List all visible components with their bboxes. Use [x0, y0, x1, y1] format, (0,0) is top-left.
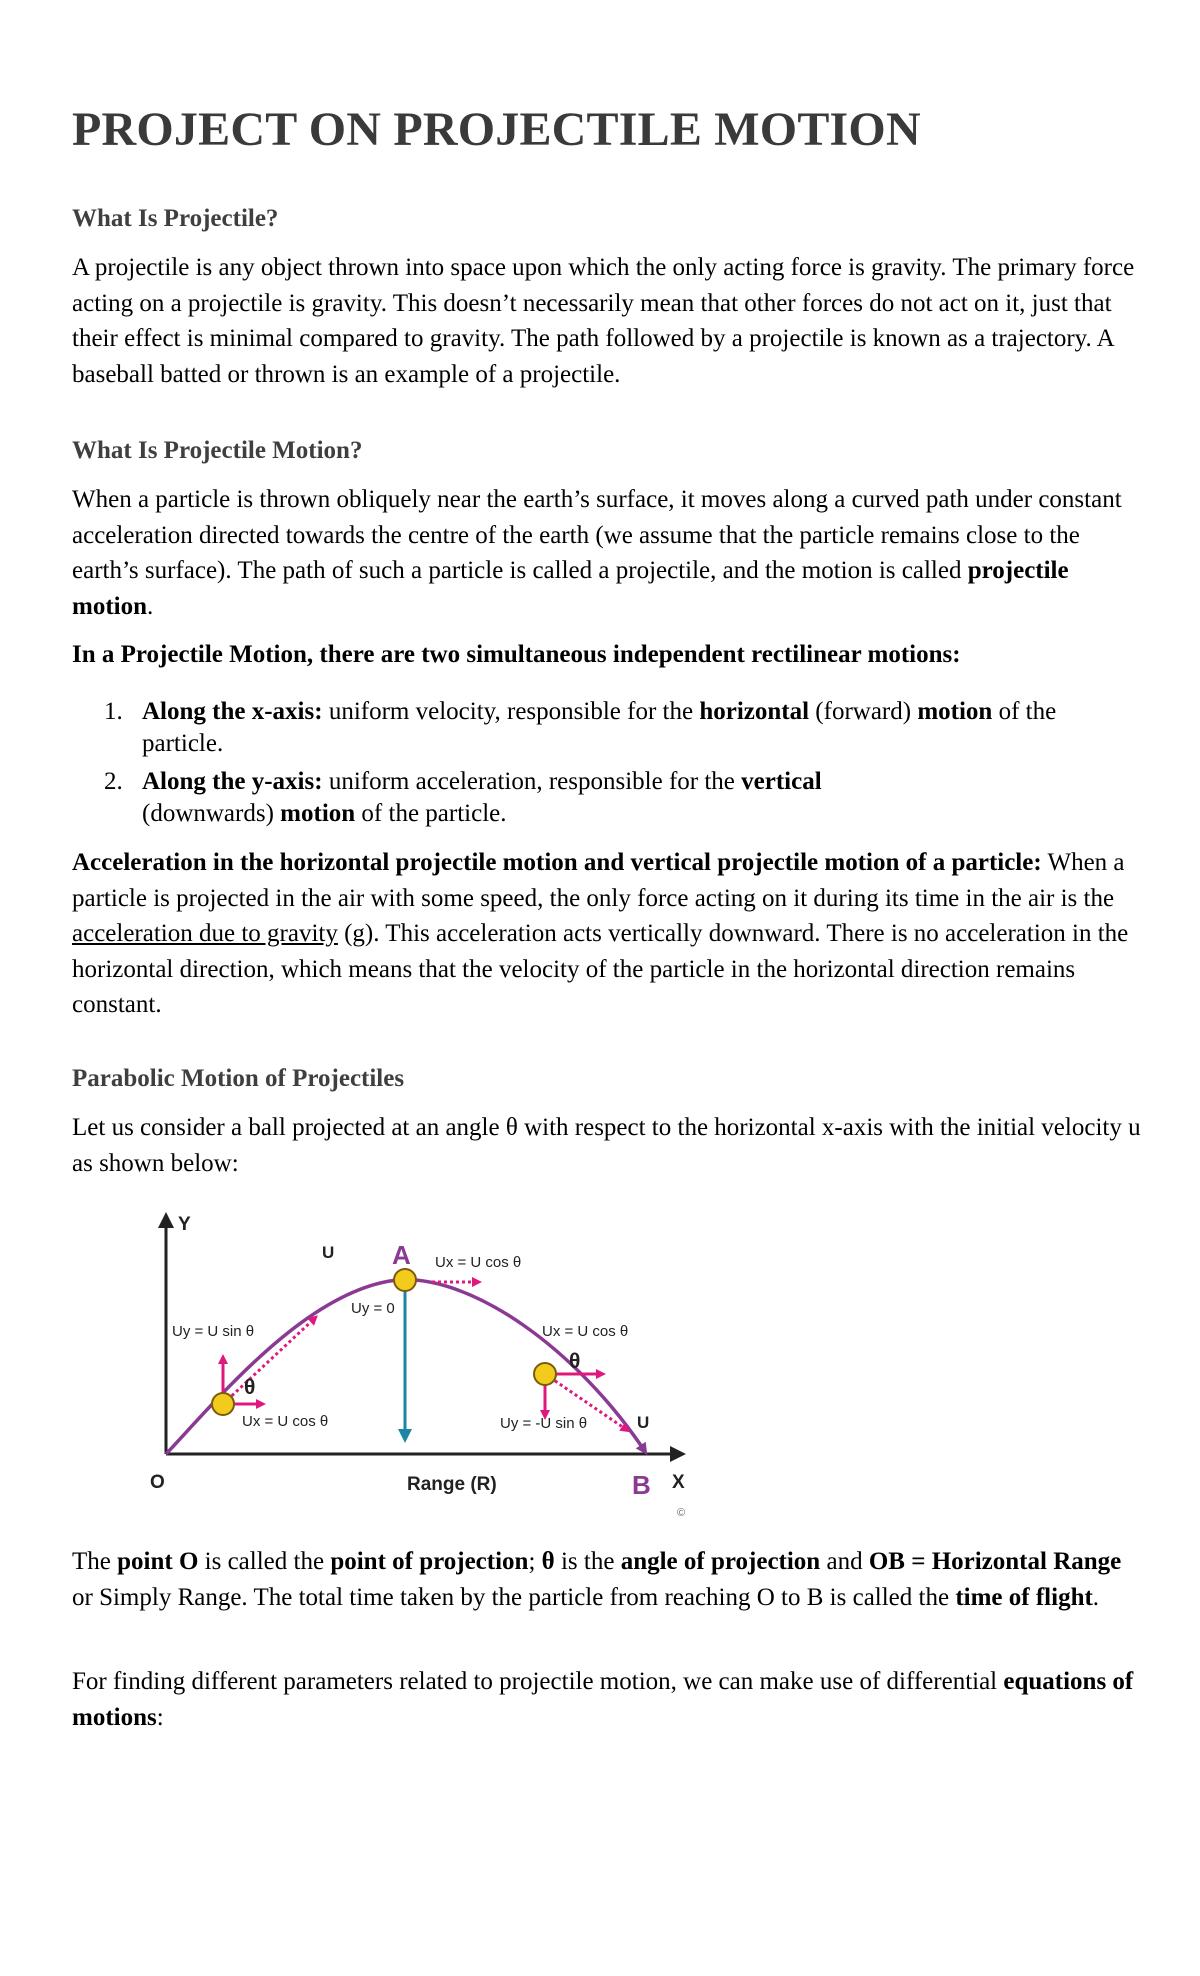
term-projectile-motion: projectile motion: [72, 557, 1069, 620]
paragraph-end: .: [147, 592, 154, 620]
paragraph-parabolic-intro: Let us consider a ball projected at an angle θ with respect to the horizontal x-axis with the initial velocity u as shown below:: [72, 1114, 1141, 1177]
list-bold: motion: [917, 698, 993, 725]
list-segment: of the particle.: [355, 800, 507, 827]
uy-sin-label: Uy = U sin θ: [172, 1323, 255, 1340]
u-label-start: U: [322, 1243, 335, 1262]
uy-zero-label: Uy = 0: [351, 1300, 395, 1317]
heading-what-is-projectile-motion: What Is Projectile Motion?: [72, 437, 363, 464]
list-bold: motion: [280, 800, 356, 827]
copyright-mark: ©: [677, 1507, 686, 1519]
list-bold: vertical: [741, 768, 822, 795]
theta-label-end: θ: [569, 1350, 581, 1373]
list-text: [142, 766, 832, 830]
text-segment: or Simply Range. The total time taken by the particle from reaching O to B is called the: [72, 1583, 956, 1611]
heading-parabolic-motion: Parabolic Motion of Projectiles: [72, 1065, 405, 1092]
heading-what-is-projectile: What Is Projectile?: [72, 205, 279, 232]
list-segment: (forward): [809, 698, 918, 725]
term-point-o: point O: [117, 1548, 199, 1575]
paragraph-text: When a particle is thrown obliquely near the earth’s surface, it moves along a curved path under constant acceleration directed towards the centre of the earth (we assume that the particle remains close to the earth’s surface). The path of such a particle is called a projectile, and the motion is called: [72, 486, 1122, 584]
paragraph-equations-of-motion: [72, 1664, 1142, 1735]
text-segment: is the: [554, 1548, 621, 1575]
text-segment: :: [156, 1703, 164, 1731]
page-title: PROJECT ON PROJECTILE MOTION: [72, 103, 921, 156]
term-time-of-flight: time of flight: [955, 1583, 1093, 1611]
text-segment: The: [72, 1548, 118, 1575]
list-number: 2.: [104, 768, 123, 795]
x-axis-label: X: [672, 1472, 685, 1493]
paragraph-acceleration: [72, 845, 1142, 1023]
y-axis-label: Y: [178, 1214, 191, 1235]
acceleration-lead: Acceleration in the horizontal projectile motion and vertical projectile motion of a particle:: [72, 849, 1042, 876]
x-axis-arrow-icon: [670, 1446, 686, 1462]
list-bold: horizontal: [699, 698, 810, 725]
paragraph-projectile-motion: [72, 482, 1142, 624]
ux-cos-label-right: Ux = U cos θ: [542, 1323, 629, 1340]
theta-label-start: θ: [244, 1376, 256, 1399]
list-segment: (downwards): [142, 800, 281, 827]
ball-descending: [534, 1363, 556, 1385]
list-lead: Along the y-axis:: [142, 768, 323, 795]
range-label: Range (R): [407, 1474, 497, 1495]
point-b-label: B: [632, 1470, 651, 1500]
text-segment: and: [820, 1548, 869, 1575]
projectile-motion-diagram: [72, 1200, 712, 1530]
ball-ascending: [212, 1393, 234, 1415]
term-equations-of-motions: equations of motions: [72, 1668, 1134, 1731]
point-a-label: A: [392, 1240, 411, 1270]
text-segment: .: [1092, 1583, 1100, 1611]
link-acceleration-due-to-gravity[interactable]: acceleration due to gravity: [72, 920, 338, 947]
paragraph-projectile-definition: A projectile is any object thrown into space upon which the only acting force is gravity. The primary force acting on a projectile is gravity. This doesn’t necessarily mean that other forces do not act on it, just that their effect is minimal compared to gravity. The path followed by a projectile is known as a trajectory. A baseball batted or thrown is an example of a projectile.: [72, 254, 1135, 388]
term-horizontal-range: OB = Horizontal Range: [868, 1548, 1122, 1575]
text-segment: ;: [528, 1548, 542, 1575]
text-segment: For finding different parameters related to projectile motion, we can make use of differential: [72, 1668, 1004, 1695]
list-segment: of the particle.: [142, 698, 1057, 757]
term-theta: θ: [541, 1548, 555, 1575]
term-angle-of-projection: angle of projection: [620, 1548, 821, 1575]
ux-cos-label-start: Ux = U cos θ: [242, 1413, 329, 1430]
y-axis-arrow-icon: [158, 1212, 174, 1228]
text-segment: is called the: [198, 1548, 331, 1575]
ux-cos-label-top: Ux = U cos θ: [435, 1254, 522, 1271]
term-point-of-projection: point of projection: [330, 1548, 529, 1575]
u-label-end: U: [637, 1413, 650, 1432]
acceleration-text: When a particle is projected in the air with some speed, the only force acting on it during its time in the air is the: [72, 849, 1125, 912]
list-lead: Along the x-axis:: [142, 698, 323, 725]
acceleration-text: (g). This acceleration acts vertically downward. There is no acceleration in the horizontal direction, which means that the velocity of the particle in the horizontal direction remains constant.: [72, 920, 1129, 1018]
list-segment: uniform acceleration, responsible for the: [322, 768, 742, 795]
ball-at-peak: [394, 1269, 416, 1291]
list-number: 1.: [104, 698, 123, 725]
list-text: [142, 696, 1142, 760]
origin-label: O: [150, 1472, 165, 1493]
subheading-two-motions: In a Projectile Motion, there are two simultaneous independent rectilinear motions:: [72, 641, 961, 668]
uy-negative-label: Uy = -U sin θ: [500, 1415, 588, 1432]
paragraph-point-of-projection: [72, 1544, 1142, 1615]
list-segment: uniform velocity, responsible for the: [322, 698, 700, 725]
